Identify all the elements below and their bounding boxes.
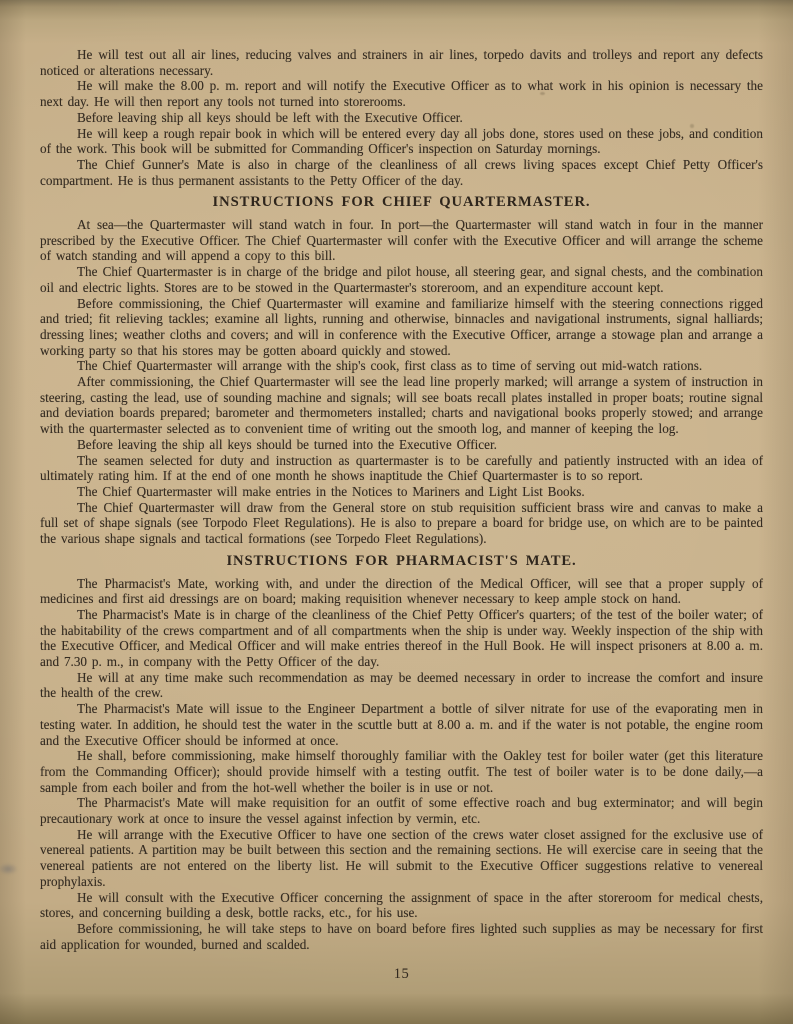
paper-speck: [690, 124, 694, 128]
paragraph: He will test out all air lines, reducing valves and strainers in air lines, torpedo davits and trolleys and report any defects noticed or alterations necessary.: [40, 47, 763, 78]
paragraph: He will make the 8.00 p. m. report and will notify the Executive Officer as to what work in his opinion is necessary the next day. He will then report any tools not turned into storerooms.: [40, 78, 763, 110]
paragraph: The Chief Gunner's Mate is also in charge of the cleanliness of all crews living spaces except Chief Petty Officer's compartment. He is thus permanent assistants to the Petty Officer of the day.: [40, 156, 763, 188]
paragraph: The Chief Quartermaster will arrange with the ship's cook, first class as to time of serving out mid-watch rations.: [77, 358, 703, 374]
paragraph: After commissioning, the Chief Quartermaster will see the lead line properly marked; will arrange a system of instruction in steering, casting the lead, use of sounding machine and signals; will see boats recall plates installed in proper boats; routine signal and deviation boards prepared; barometer and thermometers installed; charts and navigational books properly stowed; and arrange with the quartermaster selected as to convenient time of writing out the smooth log, and manner of keeping the log.: [40, 374, 763, 437]
paragraph: Before commissioning, the Chief Quartermaster will examine and familiarize himself with the steering connections rigged and tried; fit relieving tackles; examine all lights, running and otherwise, binnacles and navigational instruments, signal halliards; dressing lines; weather cloths and covers; and will in conference with the Executive Officer, arrange a stowage plan and arrange a working party so that his stores may be gotten aboard quickly and stowed.: [40, 295, 763, 358]
paragraph: He will at any time make such recommendation as may be deemed necessary in order to increase the comfort and insure the health of the crew.: [40, 669, 763, 701]
paragraph: He will consult with the Executive Officer concerning the assignment of space in the after storeroom for medical chests, stores, and concerning building a desk, bottle racks, etc., for his use.: [40, 889, 763, 921]
paragraph: He will keep a rough repair book in which will be entered every day all jobs done, stores used on these jobs, and condition of the work. This book will be submitted for Commanding Officer's inspection on Saturday mornings.: [40, 125, 763, 157]
section-chief-gunners-mate-continued: [40, 47, 763, 188]
paragraph: The Pharmacist's Mate is in charge of the cleanliness of the Chief Petty Officer's quarters; of the test of the boiler water; of the habitability of the crews compartment and of all compartments when the ship is under way. Weekly inspection of the ship with the Executive Officer, and Medical Officer and will make entries thereof in the Hull Book. He will inspect prisoners at 8.00 a. m. and 7.30 p. m., in company with the Petty Officer of the day.: [40, 606, 763, 670]
paragraph: He will arrange with the Executive Officer to have one section of the crews water closet assigned for the exclusive use of venereal patients. A partition may be built between this section and the remaining sections. He will exercise care in seeing that the venereal patients are not entered on the liberty list. He will submit to the Executive Officer suggestions relative to venereal prophylaxis.: [40, 826, 763, 889]
paragraph: The Pharmacist's Mate, working with, and under the direction of the Medical Officer, will see that a proper supply of medicines and first aid dressings are on board; making requisition whenever necessary to keep ample stock on hand.: [40, 575, 763, 607]
paper-speck: [540, 92, 545, 95]
paragraph: Before commissioning, he will take steps to have on board before fires lighted such supplies as may be necessary for first aid application for wounded, burned and scalded.: [40, 920, 763, 952]
paragraph: The Pharmacist's Mate will issue to the Engineer Department a bottle of silver nitrate for use of the evaporating men in testing water. In addition, he should test the water in the scuttle butt at 8.00 a. m. and if the water is not potable, the engine room and the Executive Officer should be informed at once.: [40, 701, 763, 748]
section-pharmacists-mate: [40, 554, 763, 953]
ink-smudge-mark: [0, 863, 18, 875]
section-chief-quartermaster: [40, 195, 763, 546]
paragraph: The Chief Quartermaster will draw from the General store on stub requisition sufficient brass wire and canvas to make a full set of shape signals (see Torpodo Fleet Regulations). He is also to prepare a board for bridge use, on which are to be painted the various shape signals and tactical formations (see Torpedo Fleet Regulations).: [40, 499, 763, 547]
section-heading-chief-quartermaster: INSTRUCTIONS FOR CHIEF QUARTERMASTER.: [212, 194, 591, 211]
paragraph: He shall, before commissioning, make himself thoroughly familiar with the Oakley test for boiler water (get this literature from the Commanding Officer); should provide himself with a testing outfit. The test of boiler water is to be done daily,—a sample from each boiler and from the hot-well whether the boiler is in use or not.: [40, 748, 763, 795]
paragraph: The Pharmacist's Mate will make requisition for an outfit of some effective roach and bug exterminator; and will begin precautionary work at once to insure the vessel against infection by vermin, etc.: [40, 795, 763, 827]
paragraph: At sea—the Quartermaster will stand watch in four. In port—the Quartermaster will stand watch in four in the manner prescribed by the Executive Officer. The Chief Quartermaster will confer with the Executive Officer and will arrange the scheme of watch standing and will append a copy to this bill.: [40, 217, 763, 264]
paragraph: The Chief Quartermaster is in charge of the bridge and pilot house, all steering gear, and signal chests, and the combination oil and electric lights. Stores are to be stowed in the Quartermaster's storeroom, and an expenditure account kept.: [40, 264, 763, 295]
paragraph: The seamen selected for duty and instruction as quartermaster is to be carefully and patiently instructed with an idea of ultimately rating him. If at the end of one month he shows inaptitude the Chief Quartermaster is to so report.: [40, 452, 763, 484]
page-number: 15: [393, 966, 410, 983]
paragraph: Before leaving ship all keys should be left with the Executive Officer.: [77, 109, 463, 125]
paragraph: The Chief Quartermaster will make entries in the Notices to Mariners and Light List Books.: [77, 483, 585, 499]
section-heading-pharmacists-mate: INSTRUCTIONS FOR PHARMACIST'S MATE.: [226, 552, 577, 569]
paragraph: Before leaving the ship all keys should be turned into the Executive Officer.: [77, 436, 497, 452]
page-text-block: [40, 47, 763, 983]
